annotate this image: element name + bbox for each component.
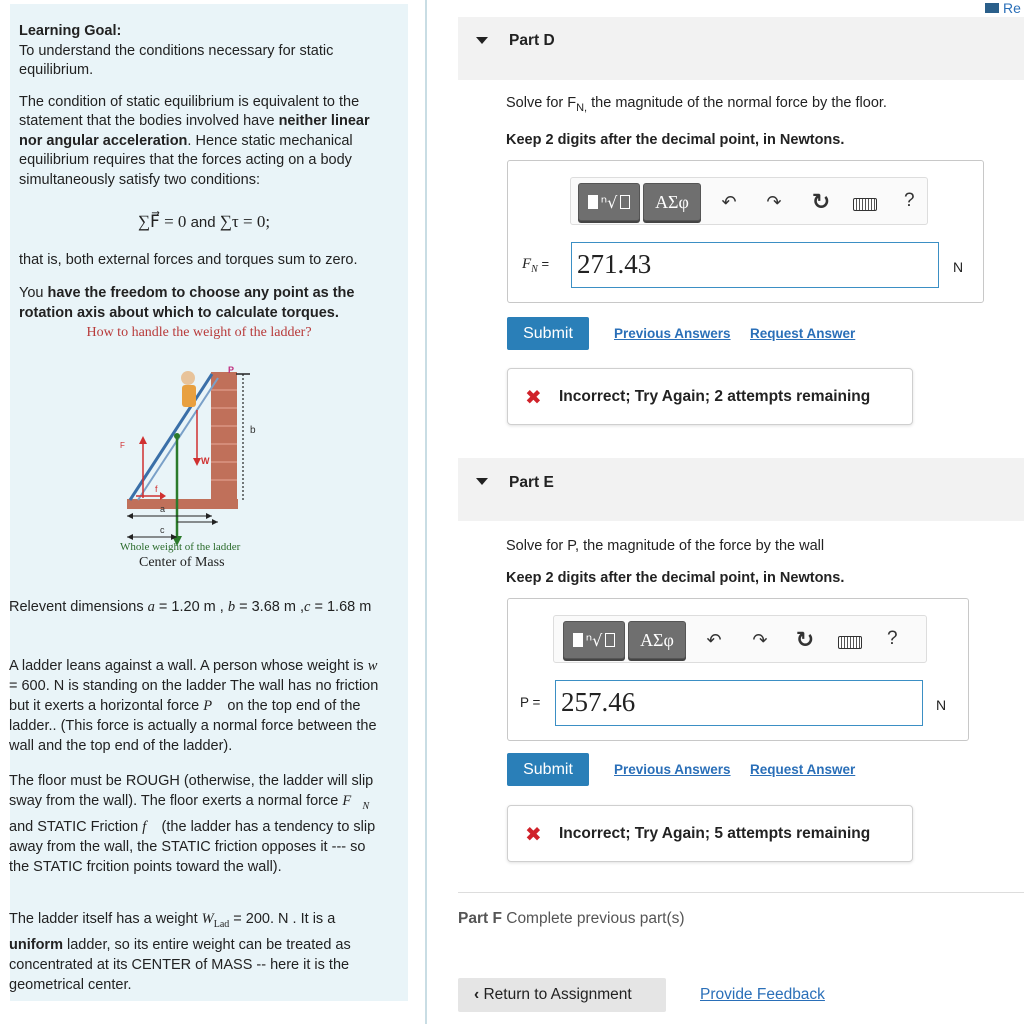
part-e-question: Solve for P, the magnitude of the force by the wall [506, 538, 825, 554]
part-d-answer-input[interactable]: 271.43 [571, 242, 939, 288]
help-icon[interactable]: ? [887, 628, 898, 649]
part-e-instruction: Keep 2 digits after the decimal point, in Newtons. [506, 570, 845, 586]
part-d-submit-button[interactable]: Submit [507, 317, 589, 350]
help-icon[interactable]: ? [904, 190, 915, 211]
part-d-variable-label: $F_N$ = [522, 256, 550, 275]
greek-symbols-button[interactable]: ΑΣφ [643, 183, 701, 221]
part-d-math-toolbar [570, 177, 928, 225]
part-e-answer-input[interactable]: 257.46 [555, 680, 923, 726]
keyboard-icon[interactable] [853, 198, 877, 211]
reset-icon[interactable]: ↻ [811, 189, 831, 214]
part-d-previous-answers-link[interactable]: Previous Answers [614, 326, 731, 341]
redo-icon[interactable]: ↷ [752, 630, 768, 650]
part-e-header[interactable] [458, 458, 1024, 521]
ladder-description: A ladder leans against a wall. A person whose weight is w = 600. N is standing on the ladder The wall has no friction but it exerts a horizontal force P⃗ on the top end of the ladder.. (This force is actually a normal force between the wall and the top end of the ladder). [9, 658, 379, 754]
part-e-request-answer-link[interactable]: Request Answer [750, 762, 856, 777]
collapse-triangle-icon[interactable] [476, 37, 488, 44]
undo-icon[interactable]: ↶ [706, 630, 722, 650]
book-icon [985, 3, 999, 13]
collapse-triangle-icon[interactable] [476, 478, 488, 485]
part-d-feedback [507, 368, 913, 425]
templates-button[interactable]: ⁿ√ [563, 621, 625, 659]
part-d-feedback-message: Incorrect; Try Again; 2 attempts remaining [559, 388, 871, 405]
part-e-feedback-message: Incorrect; Try Again; 5 attempts remaining [559, 825, 871, 842]
figure-caption-weight: Whole weight of the ladder [120, 541, 241, 553]
figure-caption-center: Center of Mass [139, 555, 225, 570]
undo-icon[interactable]: ↶ [721, 192, 737, 212]
figure-title: How to handle the weight of the ladder? [86, 325, 312, 340]
templates-button[interactable]: ⁿ√ [578, 183, 640, 221]
section-divider [458, 892, 1024, 893]
part-d-label: Part D [509, 32, 555, 49]
label-P: P [228, 365, 235, 375]
error-x-icon: ✖ [525, 387, 542, 409]
ladder-diagram [100, 360, 290, 570]
equilibrium-paragraph: The condition of static equilibrium is equivalent to the statement that the bodies involved have neither linear nor angular acceleration. Hence static mechanical equilibrium requires that the forces acting on a body simultaneously satisfy two conditions: [19, 93, 370, 188]
return-to-assignment-button[interactable]: ‹ Return to Assignment [458, 978, 666, 1012]
part-e-submit-button[interactable]: Submit [507, 753, 589, 786]
sum-zero-text: that is, both external forces and torques sum to zero. [19, 251, 358, 268]
part-f-status: Part F Complete previous part(s) [458, 910, 685, 927]
label-a: a [160, 504, 166, 514]
panel-divider [425, 0, 427, 1024]
label-c: c [160, 525, 165, 535]
wall [211, 372, 237, 500]
ladder-weight-description: The ladder itself has a weight $W_{Lad} = 200$. N . It is a uniform ladder, so its entire weight can be treated as concentrated at its CENTER of MASS -- here it is the geometrical center. [9, 911, 351, 993]
floor-description: The floor must be ROUGH (otherwise, the ladder will slip sway from the wall). The floor exerts a normal force $F⃗_N$ and STATIC Friction f⃗ (the ladder has a tendency to slip away from the wall, the STATIC friction opposes it --- so the STATIC frcition points toward the wall). [9, 773, 376, 875]
provide-feedback-link[interactable]: Provide Feedback [700, 986, 825, 1003]
reset-icon[interactable]: ↻ [795, 627, 815, 652]
part-e-unit: N [936, 697, 947, 713]
freedom-text: You have the freedom to choose any point as the rotation axis about which to calculate torques. [19, 285, 355, 321]
equilibrium-equation: ∑F⃗ = 0 and ∑τ = 0; [137, 212, 271, 231]
person-figure [181, 371, 196, 407]
goal-title: Learning Goal: [19, 23, 122, 39]
part-d-header[interactable] [458, 17, 1024, 80]
error-x-icon: ✖ [525, 824, 542, 846]
keyboard-icon[interactable] [838, 636, 862, 649]
part-d-unit: N [953, 259, 964, 275]
redo-icon[interactable]: ↷ [766, 192, 782, 212]
greek-symbols-button[interactable]: ΑΣφ [628, 621, 686, 659]
resources-link[interactable]: Re [985, 0, 1021, 16]
part-d-question: Solve for $F_{N,}$ the magnitude of the normal force by the floor. [506, 95, 887, 114]
dimensions-text: Relevent dimensions a = 1.20 m , b = 3.68 m ,c = 1.68 m [9, 599, 372, 615]
part-e-feedback [507, 805, 913, 862]
label-b: b [250, 425, 256, 436]
goal-text: To understand the conditions necessary for static equilibrium. [19, 42, 334, 78]
label-f: f [155, 484, 158, 494]
part-d-request-answer-link[interactable]: Request Answer [750, 326, 856, 341]
label-FN: F [120, 441, 125, 450]
part-d-instruction: Keep 2 digits after the decimal point, in Newtons. [506, 132, 845, 148]
chevron-left-icon: ‹ [474, 986, 484, 1003]
part-e-previous-answers-link[interactable]: Previous Answers [614, 762, 731, 777]
part-e-variable-label: P = [520, 695, 541, 710]
part-e-label: Part E [509, 474, 554, 491]
part-e-math-toolbar [553, 615, 927, 663]
floor [127, 499, 238, 509]
label-W: W [201, 456, 210, 466]
